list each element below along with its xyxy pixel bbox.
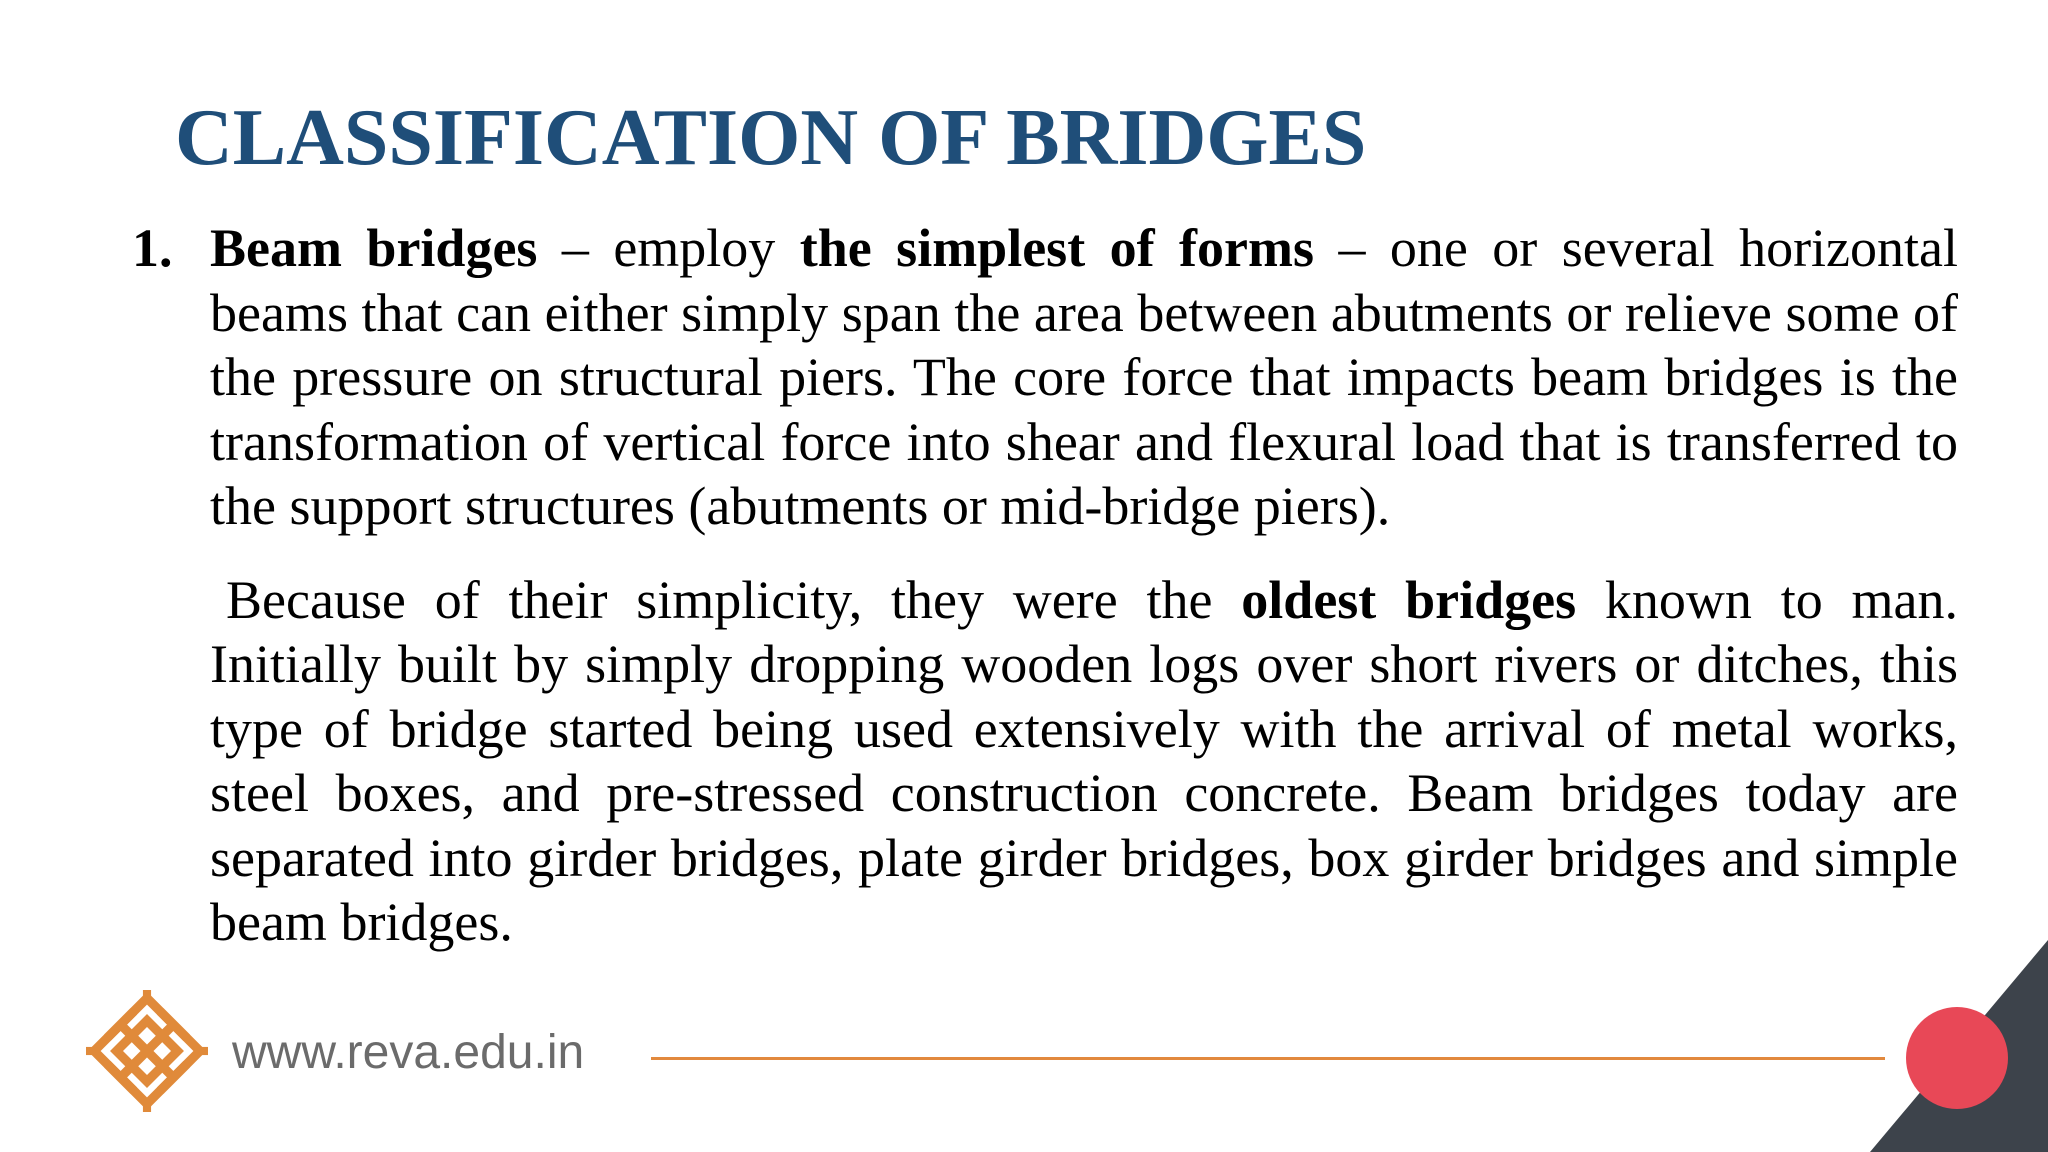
history-text: known to man. Initially built by simply dropping wooden logs over short rivers or ditches, this type of bridge started being used extensively with the arrival of metal works, steel boxes, and pre-stressed construction concrete. Beam bridges today are separated into girder bridges, plate girder bridges, box girder bridges and simple beam bridges. [210, 569, 1958, 952]
slide-content [132, 216, 1958, 955]
definition-text: – one or several horizontal beams that can either simply span the area between abutments or relieve some of the pressure on structural piers. The core force that impacts beam bridges is the transformation of vertical force into shear and flexural load that is transferred to the support structures (abutments or mid-bridge piers). [210, 218, 1958, 536]
beam-bridges-definition-paragraph [210, 216, 1958, 539]
list-item-beam-bridges [132, 216, 1958, 955]
definition-lead: – employ [537, 218, 800, 278]
accent-circle-decoration [1906, 1007, 2008, 1109]
list-item-body [210, 216, 1958, 955]
term-beam-bridges: Beam bridges [210, 218, 538, 278]
list-item-number: 1. [132, 218, 173, 278]
beam-bridges-history-paragraph [210, 568, 1958, 955]
emphasis-simplest-forms: the simplest of forms [799, 218, 1314, 278]
footer-website-url: www.reva.edu.in [232, 1026, 585, 1079]
emphasis-oldest-bridges: oldest bridges [1241, 569, 1577, 630]
reva-knot-logo-icon [86, 990, 208, 1112]
slide-title: CLASSIFICATION OF BRIDGES [175, 94, 1367, 182]
history-lead: Because of their simplicity, they were the [226, 569, 1242, 630]
footer-divider-line [651, 1057, 1885, 1060]
